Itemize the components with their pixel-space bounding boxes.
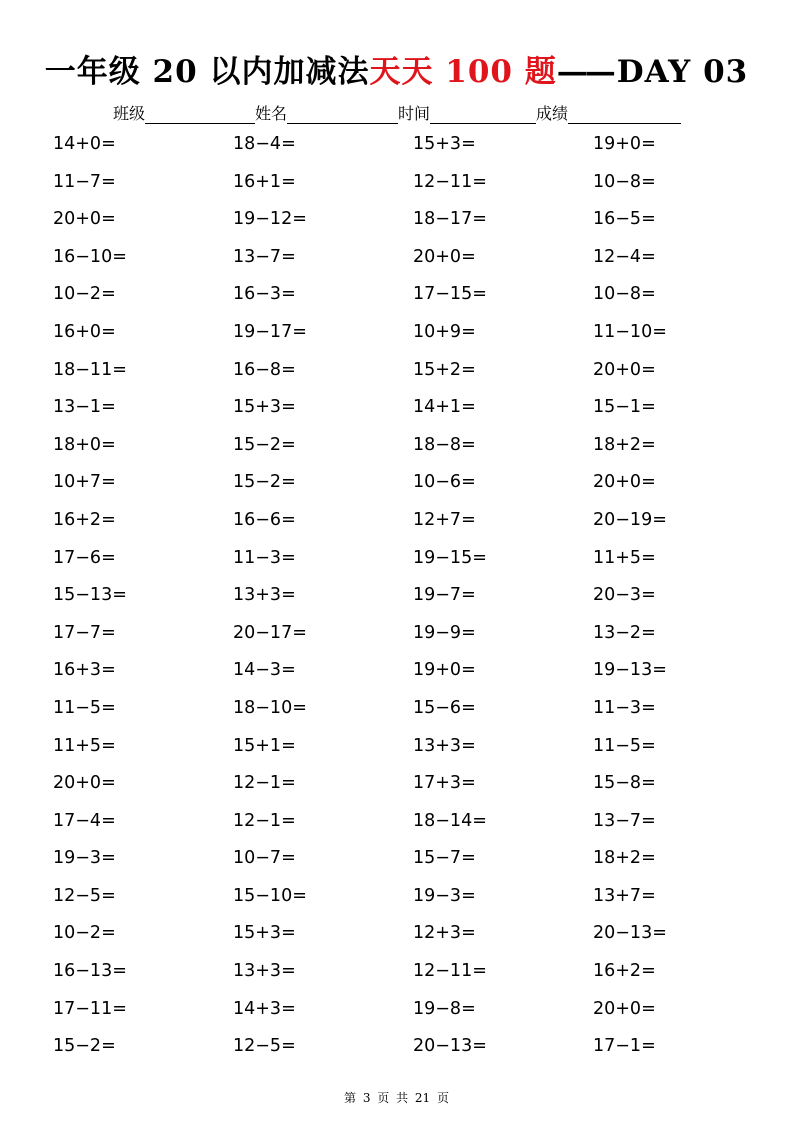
math-problem: 18−14= bbox=[413, 810, 487, 831]
math-problem: 15−8= bbox=[593, 773, 656, 794]
title-prefix: 一年级 20 以内加减法 bbox=[44, 54, 370, 90]
math-problem: 16+2= bbox=[53, 509, 116, 530]
math-problem: 11−7= bbox=[53, 171, 116, 192]
math-problem: 17−1= bbox=[593, 1036, 656, 1057]
math-problem: 12+3= bbox=[413, 923, 476, 944]
math-problem: 15−10= bbox=[233, 885, 307, 906]
math-problem: 15+3= bbox=[233, 923, 296, 944]
time-label: 时间 bbox=[398, 104, 431, 123]
math-problem: 19−3= bbox=[413, 885, 476, 906]
math-problem: 16−3= bbox=[233, 284, 296, 305]
math-problem: 12−5= bbox=[233, 1036, 296, 1057]
math-problem: 18−4= bbox=[233, 134, 296, 154]
math-problem: 20−19= bbox=[593, 509, 667, 530]
math-problem: 15+3= bbox=[413, 134, 476, 154]
math-problem: 15+3= bbox=[233, 397, 296, 418]
math-problem: 17−6= bbox=[53, 547, 116, 568]
math-problem: 16−13= bbox=[53, 961, 127, 982]
score-blank[interactable] bbox=[568, 103, 681, 124]
math-problem: 12−1= bbox=[233, 810, 296, 831]
student-info-row bbox=[113, 100, 681, 124]
math-problem: 11−3= bbox=[233, 547, 296, 568]
math-problem: 18−8= bbox=[413, 434, 476, 455]
math-problem: 12−5= bbox=[53, 885, 116, 906]
math-problem: 20+0= bbox=[53, 773, 116, 794]
class-label: 班级 bbox=[113, 104, 146, 123]
math-problem: 16+2= bbox=[593, 961, 656, 982]
math-problem: 19−8= bbox=[413, 998, 476, 1019]
math-problem: 20+0= bbox=[593, 472, 656, 493]
math-problem: 10−2= bbox=[53, 923, 116, 944]
math-problem: 17−15= bbox=[413, 284, 487, 305]
math-problem: 20−13= bbox=[413, 1036, 487, 1057]
title-suffix: DAY 03 bbox=[616, 54, 749, 90]
math-problem: 18−11= bbox=[53, 359, 127, 380]
math-problem: 10−8= bbox=[593, 284, 656, 305]
name-label: 姓名 bbox=[255, 104, 288, 123]
math-problem: 10−7= bbox=[233, 848, 296, 869]
math-problem: 16−5= bbox=[593, 209, 656, 230]
score-label: 成绩 bbox=[536, 104, 569, 123]
math-problem: 16+0= bbox=[53, 321, 116, 342]
math-problem: 20−3= bbox=[593, 585, 656, 606]
math-problem: 11−5= bbox=[53, 697, 116, 718]
math-problem: 13−7= bbox=[233, 246, 296, 267]
math-problem: 18+0= bbox=[53, 434, 116, 455]
title-dashes: —— bbox=[556, 54, 613, 90]
math-problem: 13+3= bbox=[233, 961, 296, 982]
math-problem: 19−15= bbox=[413, 547, 487, 568]
math-problem: 15−2= bbox=[53, 1036, 116, 1057]
math-problem: 16−8= bbox=[233, 359, 296, 380]
page-title bbox=[0, 50, 793, 94]
math-problem: 18+2= bbox=[593, 848, 656, 869]
math-problem: 15−13= bbox=[53, 585, 127, 606]
math-problem: 19−12= bbox=[233, 209, 307, 230]
math-problem: 16+3= bbox=[53, 660, 116, 681]
math-problem: 14−3= bbox=[233, 660, 296, 681]
math-problem: 16+1= bbox=[233, 171, 296, 192]
math-problem: 13+3= bbox=[413, 735, 476, 756]
math-problem: 20−13= bbox=[593, 923, 667, 944]
math-problem: 11+5= bbox=[593, 547, 656, 568]
math-problem: 14+1= bbox=[413, 397, 476, 418]
math-problem: 19+0= bbox=[593, 134, 656, 154]
math-problem: 13−2= bbox=[593, 622, 656, 643]
math-problem: 11−10= bbox=[593, 321, 667, 342]
math-problem: 20+0= bbox=[413, 246, 476, 267]
math-problem: 13+7= bbox=[593, 885, 656, 906]
math-problem: 10−6= bbox=[413, 472, 476, 493]
math-problem: 15+1= bbox=[233, 735, 296, 756]
math-problem: 15−2= bbox=[233, 472, 296, 493]
math-problem: 18+2= bbox=[593, 434, 656, 455]
math-problem: 13−1= bbox=[53, 397, 116, 418]
math-problem: 19−9= bbox=[413, 622, 476, 643]
math-problem: 12−11= bbox=[413, 961, 487, 982]
title-highlight: 天天 100 题 bbox=[369, 54, 557, 90]
math-problem: 19−13= bbox=[593, 660, 667, 681]
math-problem: 17−4= bbox=[53, 810, 116, 831]
math-problem: 20+0= bbox=[53, 209, 116, 230]
math-problem: 12−1= bbox=[233, 773, 296, 794]
math-problem: 11+5= bbox=[53, 735, 116, 756]
math-problem: 10−8= bbox=[593, 171, 656, 192]
math-problem: 11−5= bbox=[593, 735, 656, 756]
math-problem: 18−17= bbox=[413, 209, 487, 230]
math-problem: 20+0= bbox=[593, 359, 656, 380]
class-blank[interactable] bbox=[145, 103, 255, 124]
time-blank[interactable] bbox=[430, 103, 536, 124]
math-problem: 19−7= bbox=[413, 585, 476, 606]
math-problem: 16−6= bbox=[233, 509, 296, 530]
math-problem: 16−10= bbox=[53, 246, 127, 267]
math-problem: 10+7= bbox=[53, 472, 116, 493]
math-problem: 13+3= bbox=[233, 585, 296, 606]
math-problem: 17+3= bbox=[413, 773, 476, 794]
math-problem: 11−3= bbox=[593, 697, 656, 718]
math-problem: 15−1= bbox=[593, 397, 656, 418]
math-problem: 14+0= bbox=[53, 134, 116, 154]
math-problem: 13−7= bbox=[593, 810, 656, 831]
math-problem: 12+7= bbox=[413, 509, 476, 530]
math-problem: 12−4= bbox=[593, 246, 656, 267]
math-problem: 20−17= bbox=[233, 622, 307, 643]
math-problem: 19−17= bbox=[233, 321, 307, 342]
math-problem: 18−10= bbox=[233, 697, 307, 718]
math-problem: 19−3= bbox=[53, 848, 116, 869]
math-problem: 15−6= bbox=[413, 697, 476, 718]
math-problem: 19+0= bbox=[413, 660, 476, 681]
math-problem: 15+2= bbox=[413, 359, 476, 380]
math-problem: 12−11= bbox=[413, 171, 487, 192]
math-problem: 15−7= bbox=[413, 848, 476, 869]
math-problem: 17−7= bbox=[53, 622, 116, 643]
math-problem: 15−2= bbox=[233, 434, 296, 455]
name-blank[interactable] bbox=[287, 103, 398, 124]
math-problem: 10−2= bbox=[53, 284, 116, 305]
math-problem: 17−11= bbox=[53, 998, 127, 1019]
math-problem: 10+9= bbox=[413, 321, 476, 342]
problem-grid bbox=[53, 130, 773, 1070]
math-problem: 14+3= bbox=[233, 998, 296, 1019]
page-number: 第 3 页 共 21 页 bbox=[344, 1091, 449, 1105]
math-problem: 20+0= bbox=[593, 998, 656, 1019]
